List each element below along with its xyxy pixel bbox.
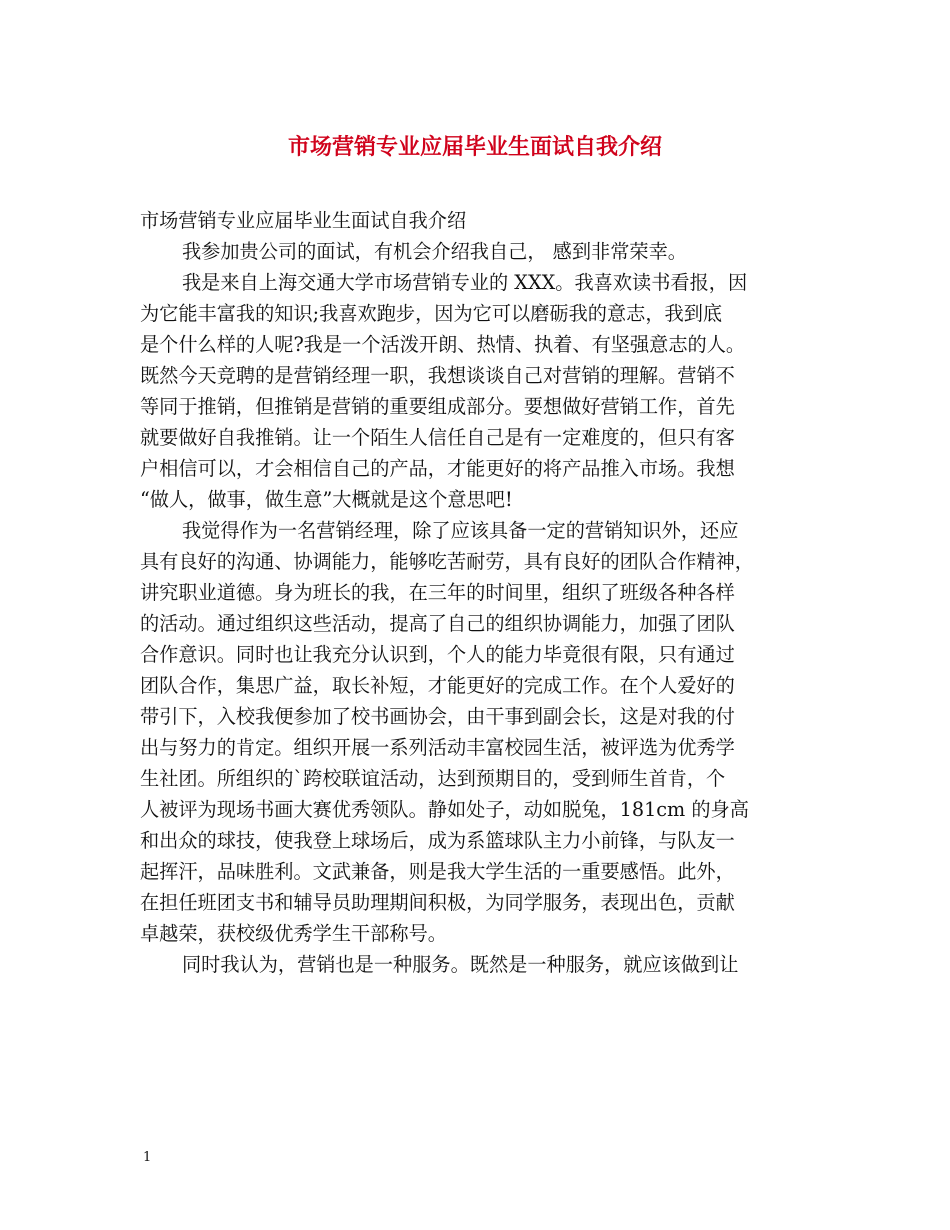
text-line: 我是来自上海交通大学市场营销专业的 XXX。我喜欢读书看报，因 <box>182 271 748 294</box>
text-line: 合作意识。同时也让我充分认识到，个人的能力毕竟很有限，只有通过 <box>140 643 735 666</box>
text-line: 为它能丰富我的知识;我喜欢跑步，因为它可以磨砺我的意志，我到底 <box>140 302 723 325</box>
document-subtitle: 市场营销专业应届毕业生面试自我介绍 <box>140 209 467 232</box>
text-line: 出与努力的肯定。组织开展一系列活动丰富校园生活，被评选为优秀学 <box>140 736 735 759</box>
text-line: 就要做好自我推销。让一个陌生人信任自己是有一定难度的，但只有客 <box>140 426 735 449</box>
text-line: 人被评为现场书画大赛优秀领队。静如处子，动如脱兔，181cm 的身高 <box>140 798 749 821</box>
text-line: 我觉得作为一名营销经理，除了应该具备一定的营销知识外，还应 <box>182 519 739 542</box>
text-line: 的活动。通过组织这些活动，提高了自己的组织协调能力，加强了团队 <box>140 612 735 635</box>
text-line: 等同于推销，但推销是营销的重要组成部分。要想做好营销工作，首先 <box>140 395 735 418</box>
text-line: 具有良好的沟通、协调能力，能够吃苦耐劳，具有良好的团队合作精神， <box>140 550 754 573</box>
text-line: 讲究职业道德。身为班长的我，在三年的时间里，组织了班级各种各样 <box>140 581 735 604</box>
document-body <box>140 205 820 980</box>
text-line: “做人，做事，做生意”大概就是这个意思吧! <box>140 488 513 511</box>
text-line: 卓越荣，获校级优秀学生干部称号。 <box>140 922 447 945</box>
page-number: 1 <box>143 1150 152 1165</box>
text-line: 和出众的球技，使我登上球场后，成为系篮球队主力小前锋，与队友一 <box>140 829 735 852</box>
text-line: 户相信可以，才会相信自己的产品，才能更好的将产品推入市场。我想 <box>140 457 735 480</box>
text-line: 同时我认为，营销也是一种服务。既然是一种服务，就应该做到让 <box>182 953 739 976</box>
text-line: 是个什么样的人呢?我是一个活泼开朗、热情、执着、有坚强意志的人。 <box>140 333 746 356</box>
text-line: 既然今天竞聘的是营销经理一职，我想谈谈自己对营销的理解。营销不 <box>140 364 735 387</box>
text-line: 团队合作，集思广益，取长补短，才能更好的完成工作。在个人爱好的 <box>140 674 735 697</box>
text-line: 我参加贵公司的面试，有机会介绍我自己， 感到非常荣幸。 <box>182 240 687 263</box>
text-line: 在担任班团支书和辅导员助理期间积极，为同学服务，表现出色，贡献 <box>140 891 735 914</box>
text-line: 生社团。所组织的`跨校联谊活动，达到预期目的，受到师生首肯，个 <box>140 767 726 790</box>
document-title: 市场营销专业应届毕业生面试自我介绍 <box>287 134 662 160</box>
text-line: 起挥汗，品味胜利。文武兼备，则是我大学生活的一重要感悟。此外， <box>140 860 735 883</box>
text-line: 带引下，入校我便参加了校书画协会，由干事到副会长，这是对我的付 <box>140 705 735 728</box>
